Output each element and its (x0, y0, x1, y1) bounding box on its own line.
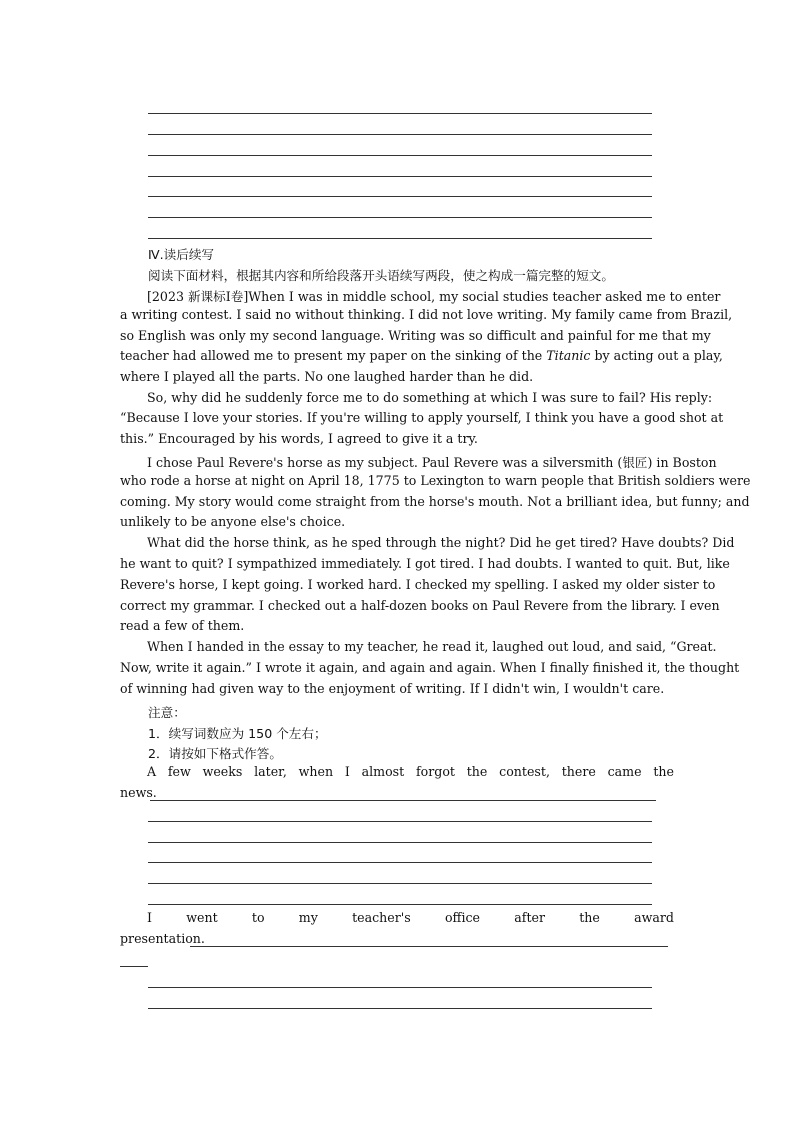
answer-line[interactable] (148, 217, 652, 218)
note-item: 2．请按如下格式作答。 (148, 746, 282, 761)
prompt-opening: A few weeks later, when I almost forgot the contest, there came the (147, 764, 674, 779)
section-title: Ⅳ.读后续写 (148, 247, 215, 262)
passage-line: Revere's horse, I kept going. I worked hard. I checked my spelling. I asked my older sister to (120, 577, 716, 592)
answer-line[interactable] (148, 1008, 652, 1009)
answer-line[interactable] (150, 800, 656, 801)
answer-line[interactable] (148, 176, 652, 177)
passage-line: correct my grammar. I checked out a half-dozen books on Paul Revere from the library. I even (120, 598, 720, 613)
passage-line: he want to quit? I sympathized immediately. I got tired. I had doubts. I wanted to quit. But, like (120, 556, 730, 571)
passage-line: read a few of them. (120, 618, 245, 633)
prompt-opening-end: presentation. (120, 931, 205, 946)
answer-line[interactable] (148, 113, 652, 114)
passage-line: “Because I love your stories. If you're willing to apply yourself, I think you have a good shot at (120, 410, 724, 425)
answer-line[interactable] (148, 196, 652, 197)
passage-line: of winning had given way to the enjoyment of writing. If I didn't win, I wouldn't care. (120, 681, 665, 696)
passage-text: by acting out a play, (594, 348, 723, 363)
answer-line[interactable] (148, 155, 652, 156)
passage-line: a writing contest. I said no without thinking. I did not love writing. My family came from Brazil, (120, 307, 733, 322)
prompt-opening: I went to my teacher's office after the award (147, 910, 674, 925)
prompt-opening-end: news. (120, 785, 157, 800)
passage-line: What did the horse think, as he sped through the night? Did he get tired? Have doubts? Did (147, 535, 735, 550)
note-item: 1．续写词数应为 150 个左右； (148, 726, 327, 741)
answer-line[interactable] (120, 966, 148, 967)
answer-line[interactable] (148, 238, 652, 239)
passage-line: who rode a horse at night on April 18, 1775 to Lexington to warn people that British soldiers were (120, 473, 751, 488)
passage-line-with-title (120, 348, 723, 363)
answer-line[interactable] (190, 946, 668, 947)
answer-line[interactable] (148, 987, 652, 988)
passage-line: I chose Paul Revere's horse as my subject. Paul Revere was a silversmith (银匠) in Boston (147, 455, 717, 470)
passage-text: teacher had allowed me to present my paper on the sinking of the (120, 348, 543, 363)
answer-line[interactable] (148, 904, 652, 905)
notes-title: 注意： (148, 705, 186, 720)
answer-line[interactable] (148, 883, 652, 884)
section-instruction: 阅读下面材料，根据其内容和所给段落开头语续写两段，使之构成一篇完整的短文。 (148, 268, 614, 283)
passage-line: [2023 新课标Ⅰ卷]When I was in middle school, my social studies teacher asked me to enter (147, 289, 721, 304)
passage-line: coming. My story would come straight from the horse's mouth. Not a brilliant idea, but funny; and (120, 494, 750, 509)
passage-line: where I played all the parts. No one laughed harder than he did. (120, 369, 534, 384)
answer-line[interactable] (148, 862, 652, 863)
passage-line: so English was only my second language. Writing was so difficult and painful for me that my (120, 328, 711, 343)
answer-line[interactable] (148, 134, 652, 135)
passage-line: Now, write it again.” I wrote it again, and again and again. When I finally finished it, the thought (120, 660, 740, 675)
passage-line: So, why did he suddenly force me to do something at which I was sure to fail? His reply: (147, 390, 713, 405)
ship-name: Titanic (546, 348, 591, 363)
passage-line: unlikely to be anyone else's choice. (120, 514, 346, 529)
answer-line[interactable] (148, 842, 652, 843)
passage-line: this.” Encouraged by his words, I agreed to give it a try. (120, 431, 478, 446)
passage-line: When I handed in the essay to my teacher, he read it, laughed out loud, and said, “Great. (147, 639, 717, 654)
answer-line[interactable] (148, 821, 652, 822)
